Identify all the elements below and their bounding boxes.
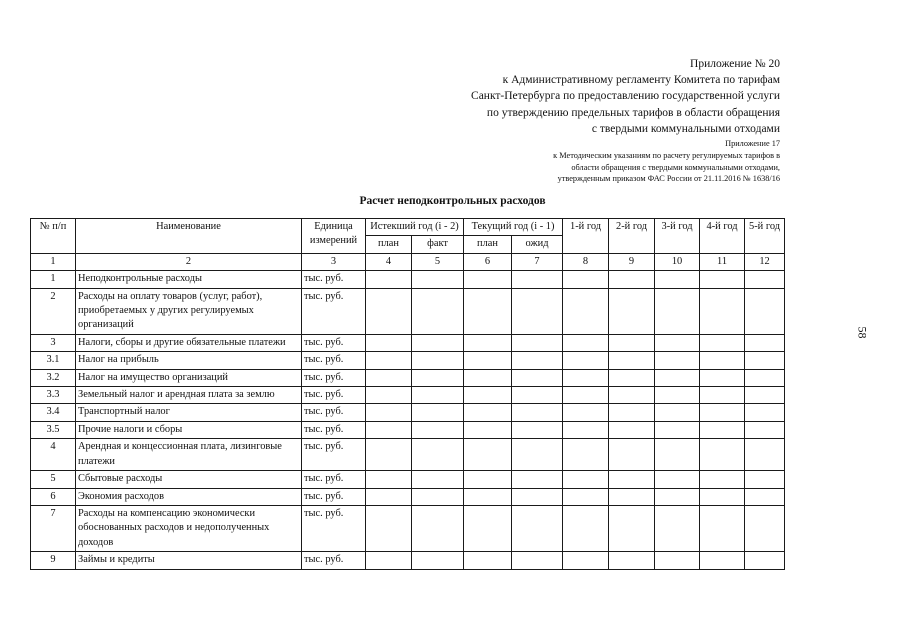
value-cell	[366, 552, 412, 569]
document-title: Расчет неподконтрольных расходов	[359, 195, 546, 207]
value-cell	[745, 505, 785, 551]
value-cell	[655, 271, 700, 288]
header-current-year: Текущий год (i - 1)	[464, 219, 563, 236]
value-cell	[609, 404, 655, 421]
value-cell	[700, 439, 745, 471]
value-cell	[609, 271, 655, 288]
row-number: 3.4	[31, 404, 76, 421]
table-row	[31, 421, 785, 438]
row-name: Налог на прибыль	[76, 352, 302, 369]
value-cell	[366, 439, 412, 471]
header-year-2: 2-й год	[609, 219, 655, 254]
row-number: 9	[31, 552, 76, 569]
value-cell	[609, 488, 655, 505]
value-cell	[745, 369, 785, 386]
value-cell	[464, 352, 512, 369]
header-past-year: Истекший год (i - 2)	[366, 219, 464, 236]
column-number: 2	[76, 253, 302, 270]
value-cell	[563, 552, 609, 569]
value-cell	[745, 271, 785, 288]
value-cell	[700, 505, 745, 551]
column-number-row	[31, 253, 785, 270]
sub-appendix-line: Приложение 17	[725, 139, 780, 149]
value-cell	[464, 488, 512, 505]
value-cell	[609, 334, 655, 351]
table-row	[31, 271, 785, 288]
value-cell	[563, 404, 609, 421]
row-number: 3.5	[31, 421, 76, 438]
value-cell	[655, 488, 700, 505]
value-cell	[655, 439, 700, 471]
value-cell	[512, 471, 563, 488]
value-cell	[366, 488, 412, 505]
row-unit: тыс. руб.	[302, 421, 366, 438]
header-unit: Единица измерений	[302, 219, 366, 254]
column-number: 10	[655, 253, 700, 270]
value-cell	[745, 288, 785, 334]
row-name: Прочие налоги и сборы	[76, 421, 302, 438]
table-row	[31, 288, 785, 334]
value-cell	[512, 334, 563, 351]
header-name: Наименование	[76, 219, 302, 254]
value-cell	[655, 471, 700, 488]
value-cell	[412, 271, 464, 288]
value-cell	[512, 352, 563, 369]
value-cell	[412, 334, 464, 351]
header-year-1: 1-й год	[563, 219, 609, 254]
value-cell	[464, 387, 512, 404]
table-row	[31, 352, 785, 369]
value-cell	[412, 439, 464, 471]
value-cell	[563, 271, 609, 288]
value-cell	[464, 288, 512, 334]
service-line: Санкт-Петербурга по предоставлению государственной услуги	[471, 90, 780, 103]
header-year-3: 3-й год	[655, 219, 700, 254]
value-cell	[700, 271, 745, 288]
table-row	[31, 369, 785, 386]
value-cell	[745, 439, 785, 471]
value-cell	[700, 334, 745, 351]
row-unit: тыс. руб.	[302, 439, 366, 471]
row-unit: тыс. руб.	[302, 352, 366, 369]
row-unit: тыс. руб.	[302, 552, 366, 569]
value-cell	[412, 369, 464, 386]
value-cell	[745, 421, 785, 438]
value-cell	[745, 488, 785, 505]
value-cell	[563, 387, 609, 404]
value-cell	[464, 404, 512, 421]
value-cell	[655, 404, 700, 421]
value-cell	[609, 552, 655, 569]
value-cell	[563, 439, 609, 471]
value-cell	[609, 421, 655, 438]
row-number: 5	[31, 471, 76, 488]
value-cell	[745, 404, 785, 421]
column-number: 3	[302, 253, 366, 270]
value-cell	[563, 471, 609, 488]
guidelines-line: к Методическим указаниям по расчету регулируемых тарифов в	[553, 150, 780, 160]
row-unit: тыс. руб.	[302, 334, 366, 351]
row-name: Сбытовые расходы	[76, 471, 302, 488]
table-row	[31, 505, 785, 551]
value-cell	[609, 369, 655, 386]
value-cell	[655, 552, 700, 569]
row-unit: тыс. руб.	[302, 404, 366, 421]
value-cell	[745, 471, 785, 488]
value-cell	[609, 505, 655, 551]
value-cell	[609, 288, 655, 334]
row-number: 6	[31, 488, 76, 505]
value-cell	[700, 488, 745, 505]
value-cell	[512, 369, 563, 386]
column-number: 5	[412, 253, 464, 270]
row-number: 7	[31, 505, 76, 551]
value-cell	[655, 505, 700, 551]
expenses-table	[30, 218, 785, 570]
value-cell	[412, 505, 464, 551]
table-row	[31, 552, 785, 569]
value-cell	[700, 369, 745, 386]
value-cell	[512, 421, 563, 438]
subheader-expected: ожид	[512, 236, 563, 253]
row-unit: тыс. руб.	[302, 271, 366, 288]
table-row	[31, 439, 785, 471]
value-cell	[563, 421, 609, 438]
value-cell	[366, 352, 412, 369]
value-cell	[700, 421, 745, 438]
header-num: № п/п	[31, 219, 76, 254]
subheader-plan: план	[366, 236, 412, 253]
value-cell	[464, 369, 512, 386]
value-cell	[655, 288, 700, 334]
header-year-4: 4-й год	[700, 219, 745, 254]
value-cell	[464, 334, 512, 351]
value-cell	[745, 334, 785, 351]
value-cell	[512, 505, 563, 551]
value-cell	[412, 488, 464, 505]
row-number: 4	[31, 439, 76, 471]
value-cell	[464, 552, 512, 569]
value-cell	[655, 334, 700, 351]
value-cell	[512, 387, 563, 404]
row-unit: тыс. руб.	[302, 288, 366, 334]
waste-line: с твердыми коммунальными отходами	[591, 122, 780, 135]
row-number: 3.1	[31, 352, 76, 369]
row-unit: тыс. руб.	[302, 387, 366, 404]
value-cell	[655, 387, 700, 404]
row-name: Неподконтрольные расходы	[76, 271, 302, 288]
value-cell	[512, 288, 563, 334]
table-row	[31, 334, 785, 351]
value-cell	[366, 421, 412, 438]
column-number: 1	[31, 253, 76, 270]
page-number: 58	[855, 326, 870, 339]
value-cell	[412, 352, 464, 369]
value-cell	[464, 421, 512, 438]
value-cell	[745, 387, 785, 404]
value-cell	[464, 471, 512, 488]
row-unit: тыс. руб.	[302, 369, 366, 386]
column-number: 9	[609, 253, 655, 270]
value-cell	[700, 471, 745, 488]
row-number: 3.3	[31, 387, 76, 404]
value-cell	[412, 471, 464, 488]
value-cell	[700, 552, 745, 569]
value-cell	[412, 421, 464, 438]
value-cell	[700, 288, 745, 334]
value-cell	[366, 271, 412, 288]
header-year-5: 5-й год	[745, 219, 785, 254]
row-name: Транспортный налог	[76, 404, 302, 421]
value-cell	[412, 552, 464, 569]
row-unit: тыс. руб.	[302, 505, 366, 551]
value-cell	[412, 404, 464, 421]
table-row	[31, 387, 785, 404]
value-cell	[366, 334, 412, 351]
row-name: Займы и кредиты	[76, 552, 302, 569]
table-row	[31, 471, 785, 488]
value-cell	[512, 271, 563, 288]
appendix-line: Приложение № 20	[690, 58, 780, 70]
value-cell	[512, 552, 563, 569]
table-row	[31, 488, 785, 505]
table-row	[31, 404, 785, 421]
value-cell	[655, 369, 700, 386]
value-cell	[366, 288, 412, 334]
row-name: Налоги, сборы и другие обязательные платежи	[76, 334, 302, 351]
guidelines-area-line: области обращения с твердыми коммунальными отходами,	[571, 162, 780, 172]
row-number: 1	[31, 271, 76, 288]
value-cell	[700, 387, 745, 404]
row-name: Расходы на компенсацию экономически обоснованных расходов и недополученных доходов	[76, 505, 302, 551]
table-body	[31, 271, 785, 569]
value-cell	[563, 369, 609, 386]
subheader-fact: факт	[412, 236, 464, 253]
value-cell	[609, 352, 655, 369]
value-cell	[655, 352, 700, 369]
value-cell	[366, 471, 412, 488]
value-cell	[412, 288, 464, 334]
column-number: 7	[512, 253, 563, 270]
column-number: 8	[563, 253, 609, 270]
value-cell	[563, 488, 609, 505]
value-cell	[609, 439, 655, 471]
row-number: 3	[31, 334, 76, 351]
order-line: утвержденным приказом ФАС России от 21.11.2016 № 1638/16	[557, 174, 780, 184]
value-cell	[745, 552, 785, 569]
row-name: Налог на имущество организаций	[76, 369, 302, 386]
column-number: 11	[700, 253, 745, 270]
value-cell	[700, 404, 745, 421]
value-cell	[563, 288, 609, 334]
column-number: 12	[745, 253, 785, 270]
row-unit: тыс. руб.	[302, 471, 366, 488]
regulation-line: к Административному регламенту Комитета по тарифам	[502, 74, 780, 87]
value-cell	[512, 439, 563, 471]
row-name: Арендная и концессионная плата, лизинговые платежи	[76, 439, 302, 471]
value-cell	[563, 505, 609, 551]
row-number: 2	[31, 288, 76, 334]
value-cell	[366, 369, 412, 386]
value-cell	[512, 488, 563, 505]
value-cell	[512, 404, 563, 421]
value-cell	[464, 271, 512, 288]
value-cell	[563, 334, 609, 351]
value-cell	[366, 505, 412, 551]
row-name: Расходы на оплату товаров (услуг, работ), приобретаемых у других регулируемых организаций	[76, 288, 302, 334]
subheader-plan-current: план	[464, 236, 512, 253]
value-cell	[609, 387, 655, 404]
value-cell	[700, 352, 745, 369]
row-unit: тыс. руб.	[302, 488, 366, 505]
row-number: 3.2	[31, 369, 76, 386]
value-cell	[745, 352, 785, 369]
value-cell	[563, 352, 609, 369]
column-number: 6	[464, 253, 512, 270]
row-name: Экономия расходов	[76, 488, 302, 505]
header-row	[31, 219, 785, 236]
document-header	[471, 56, 780, 185]
column-number: 4	[366, 253, 412, 270]
row-name: Земельный налог и арендная плата за землю	[76, 387, 302, 404]
value-cell	[655, 421, 700, 438]
tariff-line: по утверждению предельных тарифов в области обращения	[486, 106, 780, 119]
value-cell	[366, 404, 412, 421]
value-cell	[464, 505, 512, 551]
value-cell	[366, 387, 412, 404]
value-cell	[609, 471, 655, 488]
value-cell	[464, 439, 512, 471]
value-cell	[412, 387, 464, 404]
